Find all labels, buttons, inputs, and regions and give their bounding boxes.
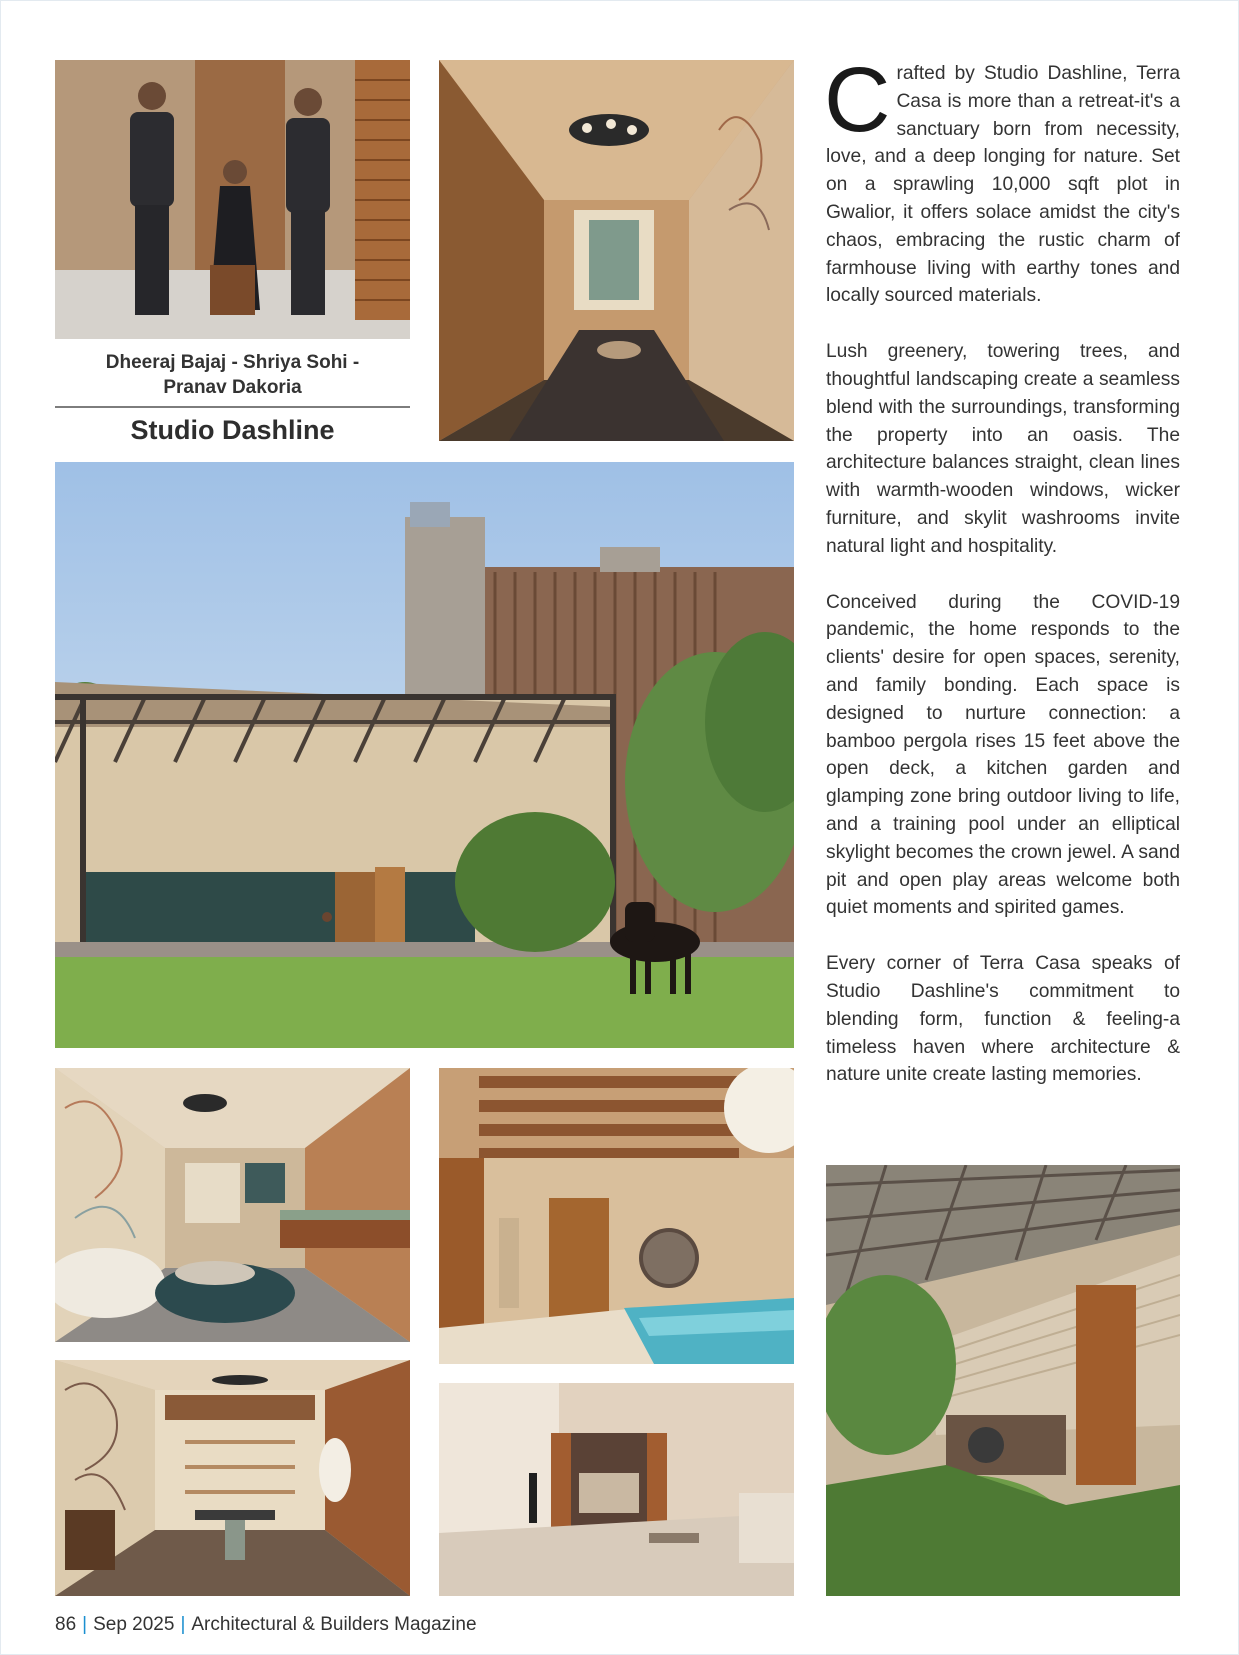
designer-names-line-2: Pranav Dakoria xyxy=(163,377,302,398)
drop-cap: C xyxy=(824,49,891,151)
issue-date: Sep 2025 xyxy=(93,1614,175,1635)
magazine-name: Architectural & Builders Magazine xyxy=(191,1614,477,1635)
living-room-photo xyxy=(55,1068,410,1342)
designer-names-line-1: Dheeraj Bajaj - Shriya Sohi - xyxy=(105,352,360,373)
article-paragraph-1 xyxy=(824,49,1180,310)
designer-names xyxy=(55,350,410,400)
indoor-pool-photo xyxy=(439,1068,794,1364)
team-portrait-photo xyxy=(55,60,410,339)
page-number: 86 xyxy=(55,1614,77,1635)
article-paragraph-2: Lush greenery, towering trees, and thoughtful landscaping create a seamless blend with the surroundings, transforming the property into an oasis. The architecture balances straight, clean lines with warmth-wooden windows, wicker furniture, and skylit washrooms invite natural light and hospitality. xyxy=(826,341,1180,557)
studio-name: Studio Dashline xyxy=(130,415,335,445)
caption-divider xyxy=(55,406,410,408)
dining-corridor-photo xyxy=(439,60,794,441)
dining-nook-photo xyxy=(55,1360,410,1596)
courtyard-door-photo xyxy=(439,1383,794,1596)
page-footer xyxy=(55,1614,477,1636)
article-paragraph-3: Conceived during the COVID-19 pandemic, the home responds to the clients' desire for open spaces, serenity, and family bonding. Each space is designed to nurture connection: a bamboo pergola rises 15 feet above the open deck, a kitchen garden and glamping zone bring outdoor living to life, and a training pool under an elliptical skylight becomes the crown jewel. A sand pit and open play areas welcome both quiet moments and spirited games. xyxy=(826,591,1180,919)
footer-separator: | xyxy=(82,1614,88,1635)
exterior-pergola-photo xyxy=(55,462,794,1048)
article-paragraph-4: Every corner of Terra Casa speaks of Studio Dashline's commitment to blending form, function & feeling-a timeless haven where architecture & nature unite create lasting memories. xyxy=(826,953,1180,1086)
pergola-shade-photo xyxy=(826,1165,1180,1596)
article-paragraph-1-text: rafted by Studio Dashline, Terra Casa is more than a retreat-it's a sanctuary born from necessity, love, and a deep longing for nature. Set on a sprawling 10,000 sqft plot in Gwalior, it offers solace amidst the city's chaos, embracing the rustic charm of farmhouse living with earthy tones and locally sourced materials. xyxy=(826,63,1180,307)
footer-separator: | xyxy=(180,1614,186,1635)
article-body xyxy=(824,49,1180,1117)
